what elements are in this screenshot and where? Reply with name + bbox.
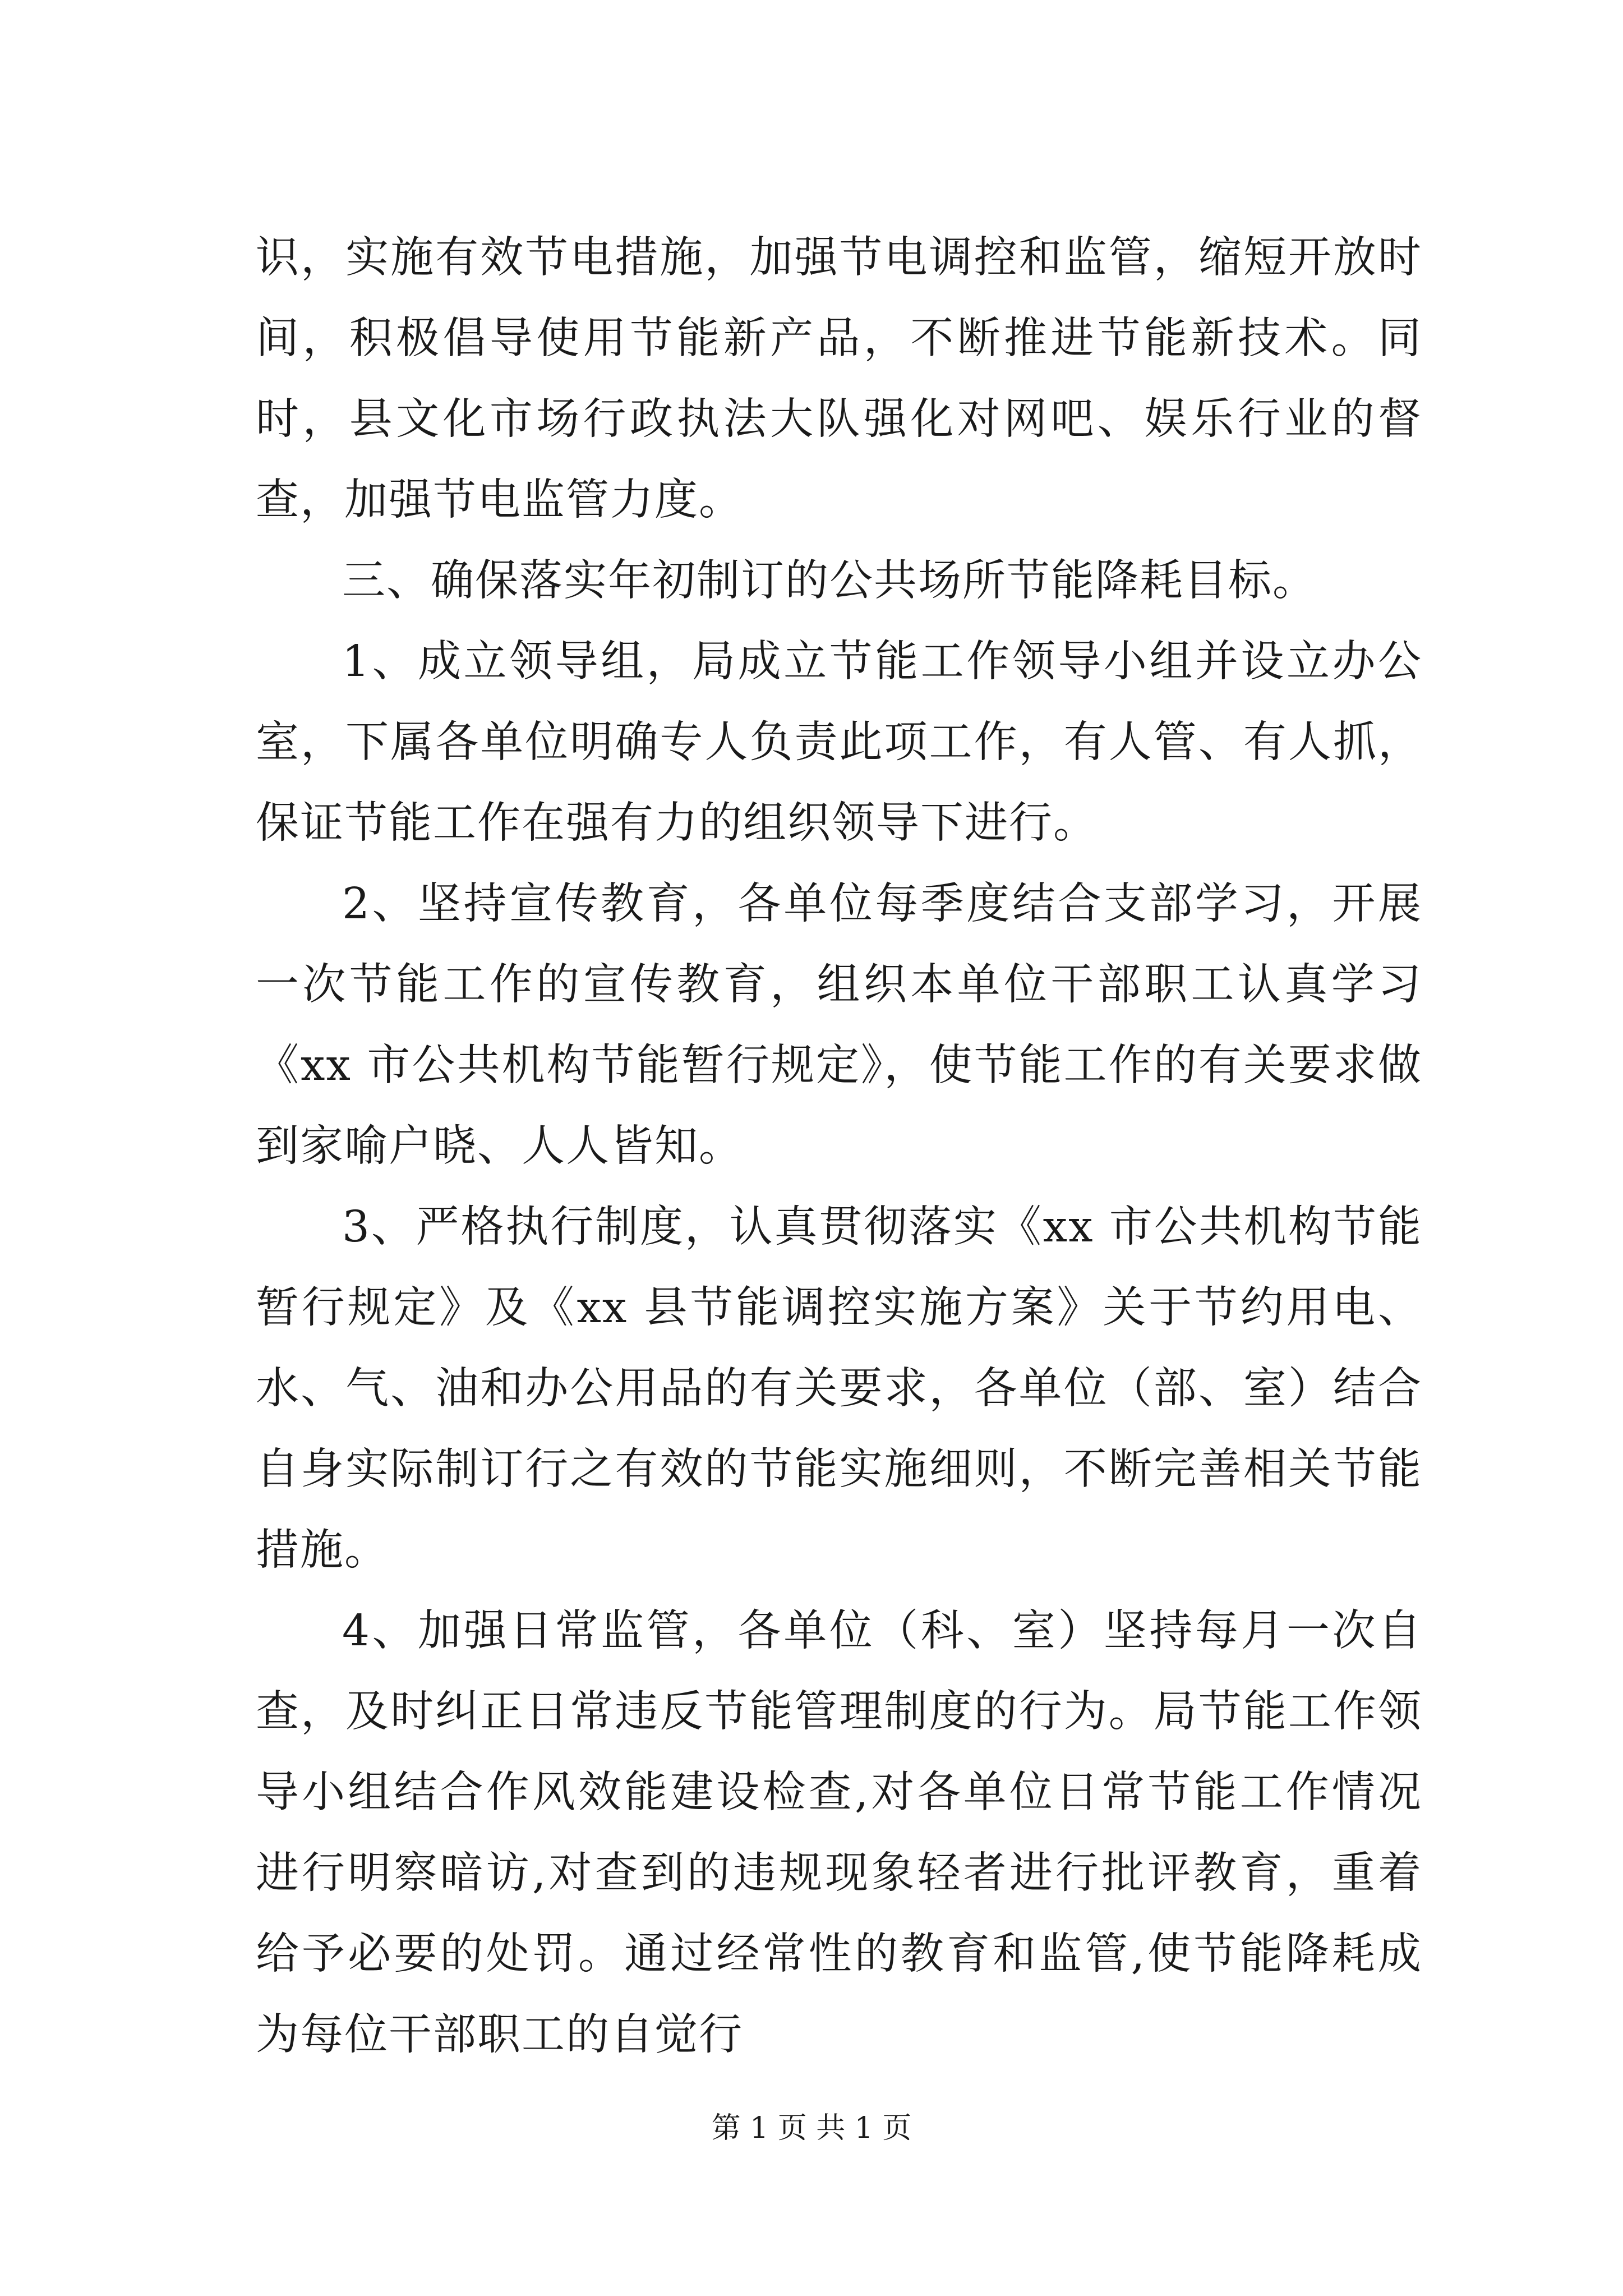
- paragraph-2-section-heading: 三、确保落实年初制订的公共场所节能降耗目标。: [342, 556, 1317, 606]
- page-footer: 第 1 页 共 1 页: [711, 2111, 912, 2145]
- paragraph-6: 4、加强日常监管，各单位（科、室）坚持每月一次自查，及时纠正日常违反节能管理制度的行为。局节能工作领导小组结合作风效能建设检查,对各单位日常节能工作情况进行明察暗访,对查到的违规现象轻者进行批评教育，重着给予必要的处罚。通过经常性的教育和监管,使节能降耗成为每位干部职工的自觉行: [256, 1606, 1422, 2060]
- paragraph-3: 1、成立领导组，局成立节能工作领导小组并设立办公室，下属各单位明确专人负责此项工作，有人管、有人抓，保证节能工作在强有力的组织领导下进行。: [256, 637, 1422, 848]
- paragraph-4: 2、坚持宣传教育，各单位每季度结合支部学习，开展一次节能工作的宣传教育，组织本单位干部职工认真学习《xx 市公共机构节能暂行规定》，使节能工作的有关要求做到家喻户晓、人人皆知。: [256, 879, 1422, 1171]
- paragraph-1: 识，实施有效节电措施，加强节电调控和监管，缩短开放时间，积极倡导使用节能新产品，不断推进节能新技术。同时，县文化市场行政执法大队强化对网吧、娱乐行业的督查，加强节电监管力度。: [256, 233, 1422, 525]
- document-body: [256, 218, 1422, 2076]
- paragraph-5: 3、严格执行制度，认真贯彻落实《xx 市公共机构节能暂行规定》及《xx 县节能调控实施方案》关于节约用电、水、气、油和办公用品的有关要求，各单位（部、室）结合自身实际制订行之有效的节能实施细则，不断完善相关节能措施。: [256, 1202, 1422, 1575]
